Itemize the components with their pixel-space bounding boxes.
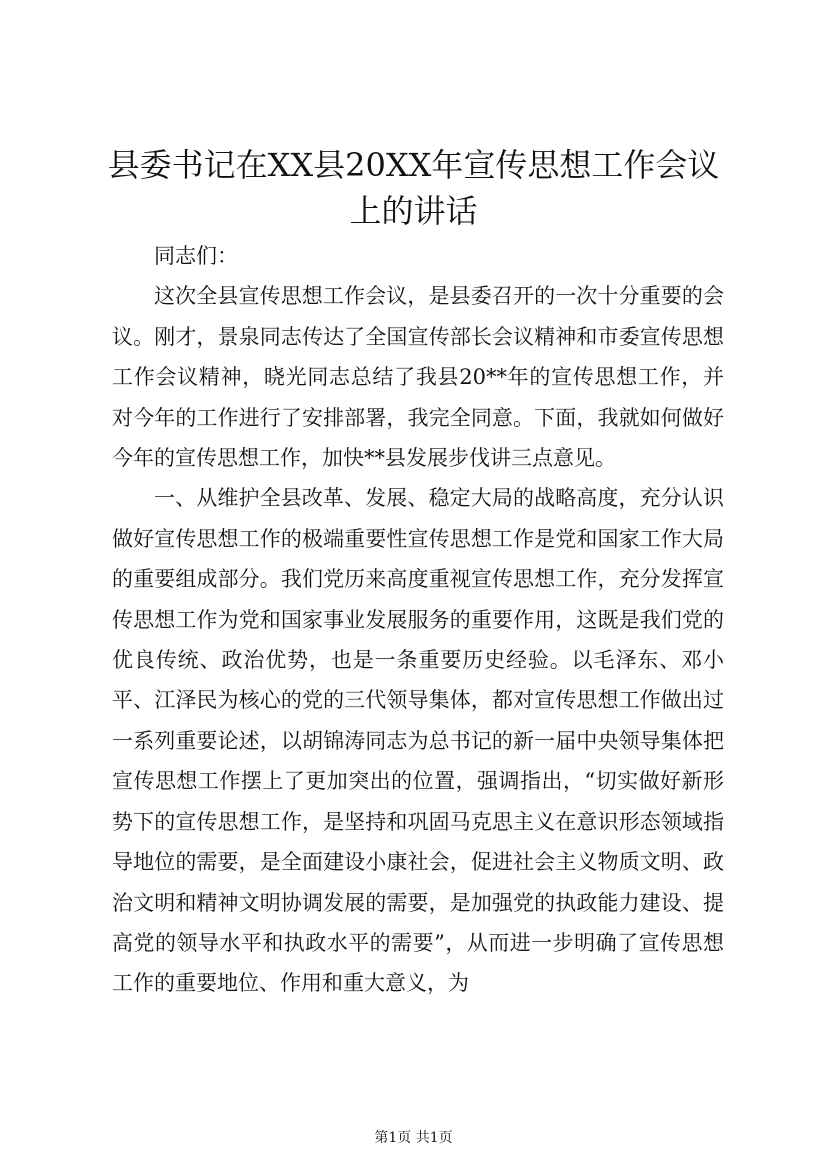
page-footer: 第1页 共1页 (374, 1130, 453, 1146)
document-title: 县委书记在XX县20XX年宣传思想工作会议上的讲话 (107, 146, 720, 230)
body-paragraph-2: 一、从维护全县改革、发展、稳定大局的战略高度，充分认识做好宣传思想工作的极端重要性宣传思想工作是党和国家工作大局的重要组成部分。我们党历来高度重视宣传思想工作，充分发挥宣传思想工作为党和国家事业发展服务的重要作用，这既是我们党的优良传统、政治优势，也是一条重要历史经验。以毛泽东、邓小平、江泽民为核心的党的三代领导集体，都对宣传思想工作做出过一系列重要论述，以胡锦涛同志为总书记的新一届中央领导集体把宣传思想工作摆上了更加突出的位置，强调指出，“切实做好新形势下的宣传思想工作，是坚持和巩固马克思主义在意识形态领域指导地位的需要，是全面建设小康社会，促进社会主义物质文明、政治文明和精神文明协调发展的需要，是加强党的执政能力建设、提高党的领导水平和执政水平的需要”，从而进一步明确了宣传思想工作的重要地位、作用和重大意义，为 (112, 486, 724, 996)
salutation: 同志们： (154, 244, 238, 268)
document-body (112, 236, 724, 1004)
body-paragraph-1: 这次全县宣传思想工作会议，是县委召开的一次十分重要的会议。刚才，景泉同志传达了全国宣传部长会议精神和市委宣传思想工作会议精神，晓光同志总结了我县20**年的宣传思想工作，并对今年的工作进行了安排部署，我完全同意。下面，我就如何做好今年的宣传思想工作，加快**县发展步伐讲三点意见。 (112, 284, 724, 471)
